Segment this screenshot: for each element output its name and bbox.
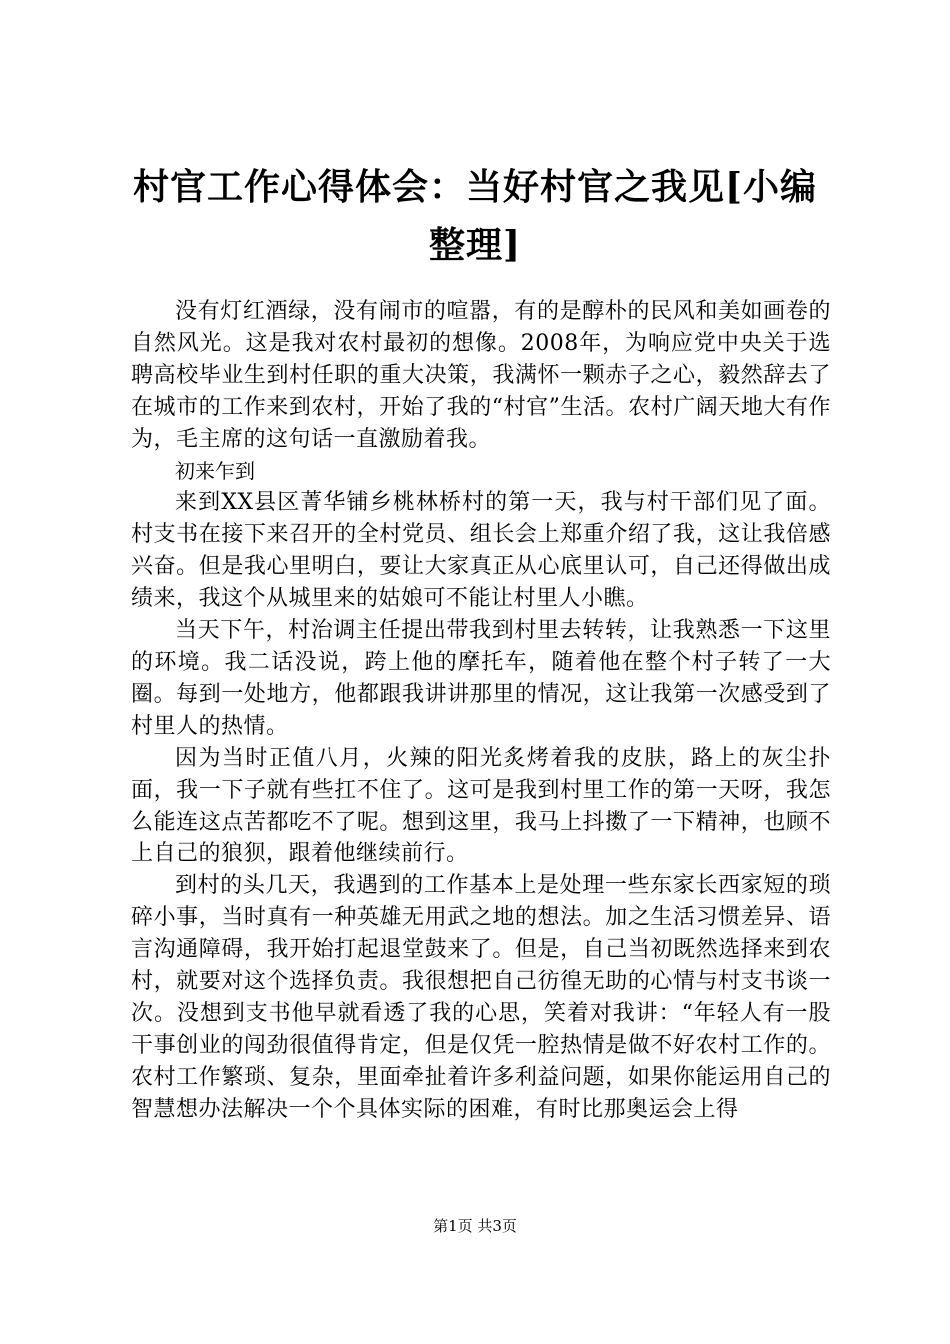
paragraph-august: 因为当时正值八月，火辣的阳光炙烤着我的皮肤，路上的灰尘扑面，我一下子就有些扛不住了。这可是我到村里工作的第一天呀，我怎么能连这点苦都吃不了呢。想到这里，我马上抖擞了一下精神，也顾不上自己的狼狈，跟着他继续前行。 [131, 745, 831, 867]
paragraph-first-day: 来到XX县区菁华铺乡桃林桥村的第一天，我与村干部们见了面。村支书在接下来召开的全村党员、组长会上郑重介绍了我，这让我倍感兴奋。但是我心里明白，要让大家真正从心底里认可，自己还得做出成绩来，我这个从城里来的姑娘可不能让村里人小瞧。 [131, 490, 831, 612]
paragraph-intro: 没有灯红酒绿，没有闹市的喧嚣，有的是醇朴的民风和美如画卷的自然风光。这是我对农村最初的想像。2008年，为响应党中央关于选聘高校毕业生到村任职的重大决策，我满怀一颗赤子之心，毅然辞去了在城市的工作来到农村，开始了我的“村官”生活。农村广阔天地大有作为，毛主席的这句话一直激励着我。 [131, 299, 831, 452]
document-body [131, 296, 831, 1126]
page-footer: 第1页 共3页 [433, 1217, 517, 1235]
document-title: 村官工作心得体会：当好村官之我见[小编整理] [132, 166, 818, 266]
paragraph-first-days: 到村的头几天，我遇到的工作基本上是处理一些东家长西家短的琐碎小事，当时真有一种英雄无用武之地的想法。加之生活习惯差异、语言沟通障碍，我开始打起退堂鼓来了。但是，自己当初既然选择来到农村，就要对这个选择负责。我很想把自己彷徨无助的心情与村支书谈一次。没想到支书他早就看透了我的心思，笑着对我讲：“年轻人有一股干事创业的闯劲很值得肯定，但是仅凭一腔热情是做不好农村工作的。农村工作繁琐、复杂，里面牵扯着许多利益问题，如果你能运用自己的智慧想办法解决一个个具体实际的困难，有时比那奥运会上得 [131, 873, 831, 1122]
section-heading: 初来乍到 [175, 458, 255, 483]
paragraph-afternoon: 当天下午，村治调主任提出带我到村里去转转，让我熟悉一下这里的环境。我二话没说，跨上他的摩托车，随着他在整个村子转了一大圈。每到一处地方，他都跟我讲讲那里的情况，这让我第一次感受到了村里人的热情。 [131, 618, 831, 739]
